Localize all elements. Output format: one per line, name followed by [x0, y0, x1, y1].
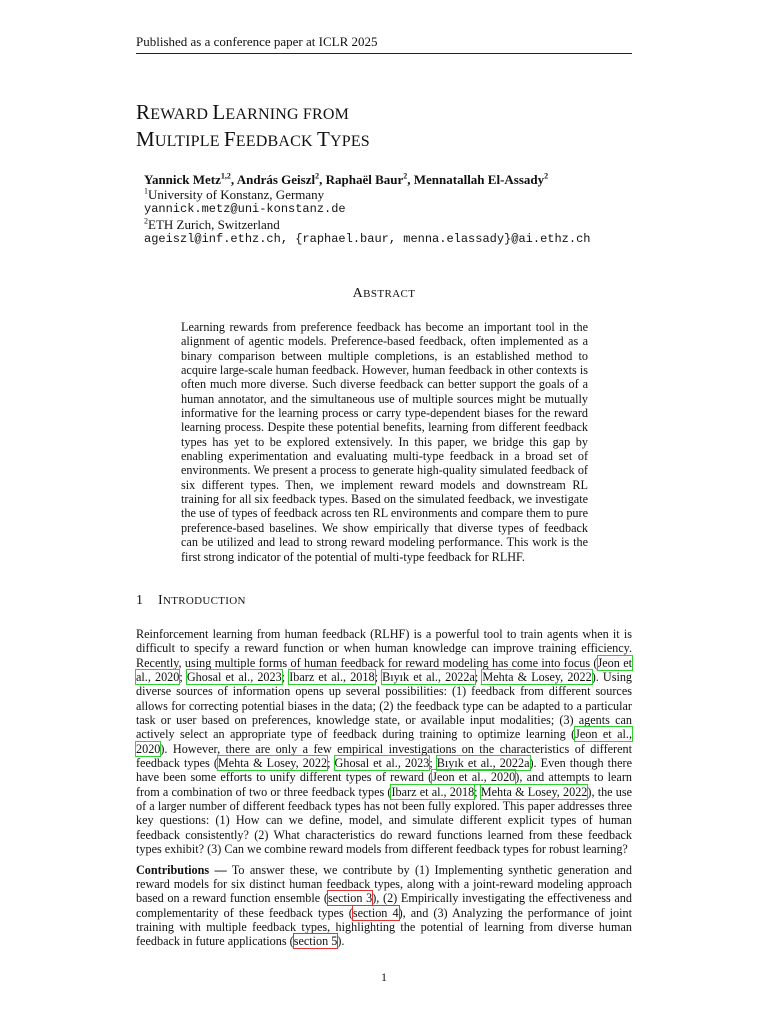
email-1[interactable]: yannick.metz@uni-konstanz.de	[144, 202, 346, 216]
section-reference-link[interactable]: section 5	[293, 934, 338, 949]
section-reference-link[interactable]: section 4	[352, 905, 399, 920]
body-text-run: ). Using diverse sources of information opens up several possibilities: (1) feedback from different sources allows for correcting potential biases in the data; (2) the feedback type can be adapted to a particular task or user based on preferences, knowledge state, or available input modalities; (3) agents can actively select an appropriate type of feedback during training to optimize learning (	[136, 670, 633, 742]
section-heading-introduction: 1 INTRODUCTION	[136, 593, 246, 608]
citation-link[interactable]: Bıyık et al., 2022a	[436, 756, 530, 771]
introduction-paragraph	[136, 627, 632, 857]
body-text-run: ). Even though there have been some efforts to unify different types of reward (	[136, 756, 633, 785]
body-text-run: ;	[429, 756, 437, 771]
body-text-run: ;	[374, 670, 383, 685]
title-line-2: MULTIPLE FEEDBACK TYPES	[136, 127, 370, 151]
citation-link[interactable]: Ibarz et al., 2018	[391, 784, 475, 799]
author-affiliation-mark: 1,2	[220, 171, 231, 181]
page-number: 1	[381, 970, 387, 984]
citation-link[interactable]: Mehta & Losey, 2022	[217, 756, 328, 771]
body-text-run: ;	[327, 756, 335, 771]
author-affiliation-mark: 2	[315, 171, 320, 181]
author-name: Yannick Metz	[144, 172, 221, 187]
paper-title	[136, 100, 632, 154]
body-text-run: ;	[281, 670, 290, 685]
citation-link[interactable]: Mehta & Losey, 2022	[480, 784, 588, 799]
body-text-run: ;	[474, 670, 483, 685]
body-text-run: ), and attempts to learn from a combination of two or three feedback types (	[136, 770, 632, 799]
section-reference-link[interactable]: section 3	[327, 891, 373, 906]
body-text-run: ). However, there are only a few empirical investigations on the characteristics of different feedback types (	[136, 741, 632, 771]
contributions-paragraph	[136, 863, 632, 949]
citation-link[interactable]: Ghosal et al., 2023	[186, 670, 282, 685]
body-text-run: ;	[474, 784, 481, 799]
author-affiliation-mark: 2	[403, 171, 408, 181]
author-name: Mennatallah El-Assady	[413, 172, 545, 187]
email-2[interactable]: ageiszl@inf.ethz.ch, {raphael.baur, menna.elassady}@ai.ethz.ch	[144, 232, 591, 246]
author-name: András Geiszl	[236, 172, 316, 187]
body-text-run: ;	[179, 670, 187, 685]
body-text-run: To answer these, we contribute by (1) Implementing synthetic generation and reward models for six distinct human feedback types, along with a joint-reward modeling approach based on a reward function ensemble (	[136, 862, 632, 906]
contributions-label: Contributions —	[136, 862, 227, 877]
affiliation-1: $^1$University of Konstanz, Germany	[144, 186, 325, 202]
body-text-run: ), and (3) Analyzing the performance of joint training with multiple feedback types, highlighting the potential of learning from diverse human feedback in future applications (	[136, 905, 632, 949]
author-affiliation-mark: 2	[544, 171, 549, 181]
citation-link[interactable]: Jeon et al., 2020	[136, 727, 632, 756]
body-text-run: ), (2) Empirically investigating the effectiveness and complementarity of these feedback types (	[136, 891, 632, 920]
body-text-run: ), the use of a larger number of different feedback types has not been fully explored. This paper addresses three key questions: (1) How can we define, model, and simulate different explicit types of human feedback consistently? (2) What characteristics do reward functions learned from these feedback types exhibit? (3) Can we combine reward models from different feedback types for robust learning?	[136, 784, 633, 857]
affiliation-2: $^2$ETH Zurich, Switzerland	[144, 216, 280, 232]
author-names: Yannick Metz$^{1,2}$, András Geiszl$^2$, Raphaël Baur$^2$, Mennatallah El-Assady$^2$	[144, 171, 549, 187]
citation-link[interactable]: Mehta & Losey, 2022	[482, 670, 592, 685]
citation-link[interactable]: Bıyık et al., 2022a	[382, 670, 475, 685]
abstract-text: Learning rewards from preference feedback has become an important tool in the alignment of agentic models. Preference-based feedback, often implemented as a binary comparison between multiple completions, is an established method to acquire large-scale human feedback. However, human feedback in other contexts is often much more diverse. Such diverse feedback can better support the goals of a human annotator, and the simultaneous use of multiple sources might be mutually informative for the learning process or carry type-dependent biases for the reward learning process. Despite these potential benefits, learning from different feedback types has yet to be explored extensively. In this paper, we bridge this gap by enabling experimentation and evaluating multi-type feedback in a broad set of environments. We present a process to generate high-quality simulated feedback of six different types. Then, we implement reward models and downstream RL training for all six feedback types. Based on the simulated feedback, we investigate the use of types of feedback across ten RL environments and compare them to pure preference-based baselines. We show empirically that diverse types of feedback can be utilized and lead to strong reward modeling performance. This work is the first strong indicator of the potential of multi-type feedback for RLHF.	[181, 320, 588, 564]
citation-link[interactable]: Ibarz et al., 2018	[289, 670, 375, 685]
section-number: 1	[136, 593, 144, 608]
body-text-run: Reinforcement learning from human feedback (RLHF) is a powerful tool to train agents when it is difficult to specify a reward function or when human knowledge can improve training efficiency. Recently, using multiple forms of human feedback for reward modeling has come into focus (	[136, 627, 632, 670]
introduction-body	[136, 627, 632, 955]
citation-link[interactable]: Jeon et al., 2020	[432, 770, 516, 785]
abstract-heading: ABSTRACT	[352, 286, 416, 301]
citation-link[interactable]: Jeon et al., 2020	[136, 655, 632, 685]
author-name: Raphaël Baur	[325, 172, 404, 187]
title-line-1: REWARD LEARNING FROM	[136, 100, 350, 124]
running-head: Published as a conference paper at ICLR 2025	[136, 34, 632, 54]
body-text-run: ).	[337, 934, 345, 949]
author-block	[144, 172, 624, 247]
citation-link[interactable]: Ghosal et al., 2023	[334, 756, 430, 771]
